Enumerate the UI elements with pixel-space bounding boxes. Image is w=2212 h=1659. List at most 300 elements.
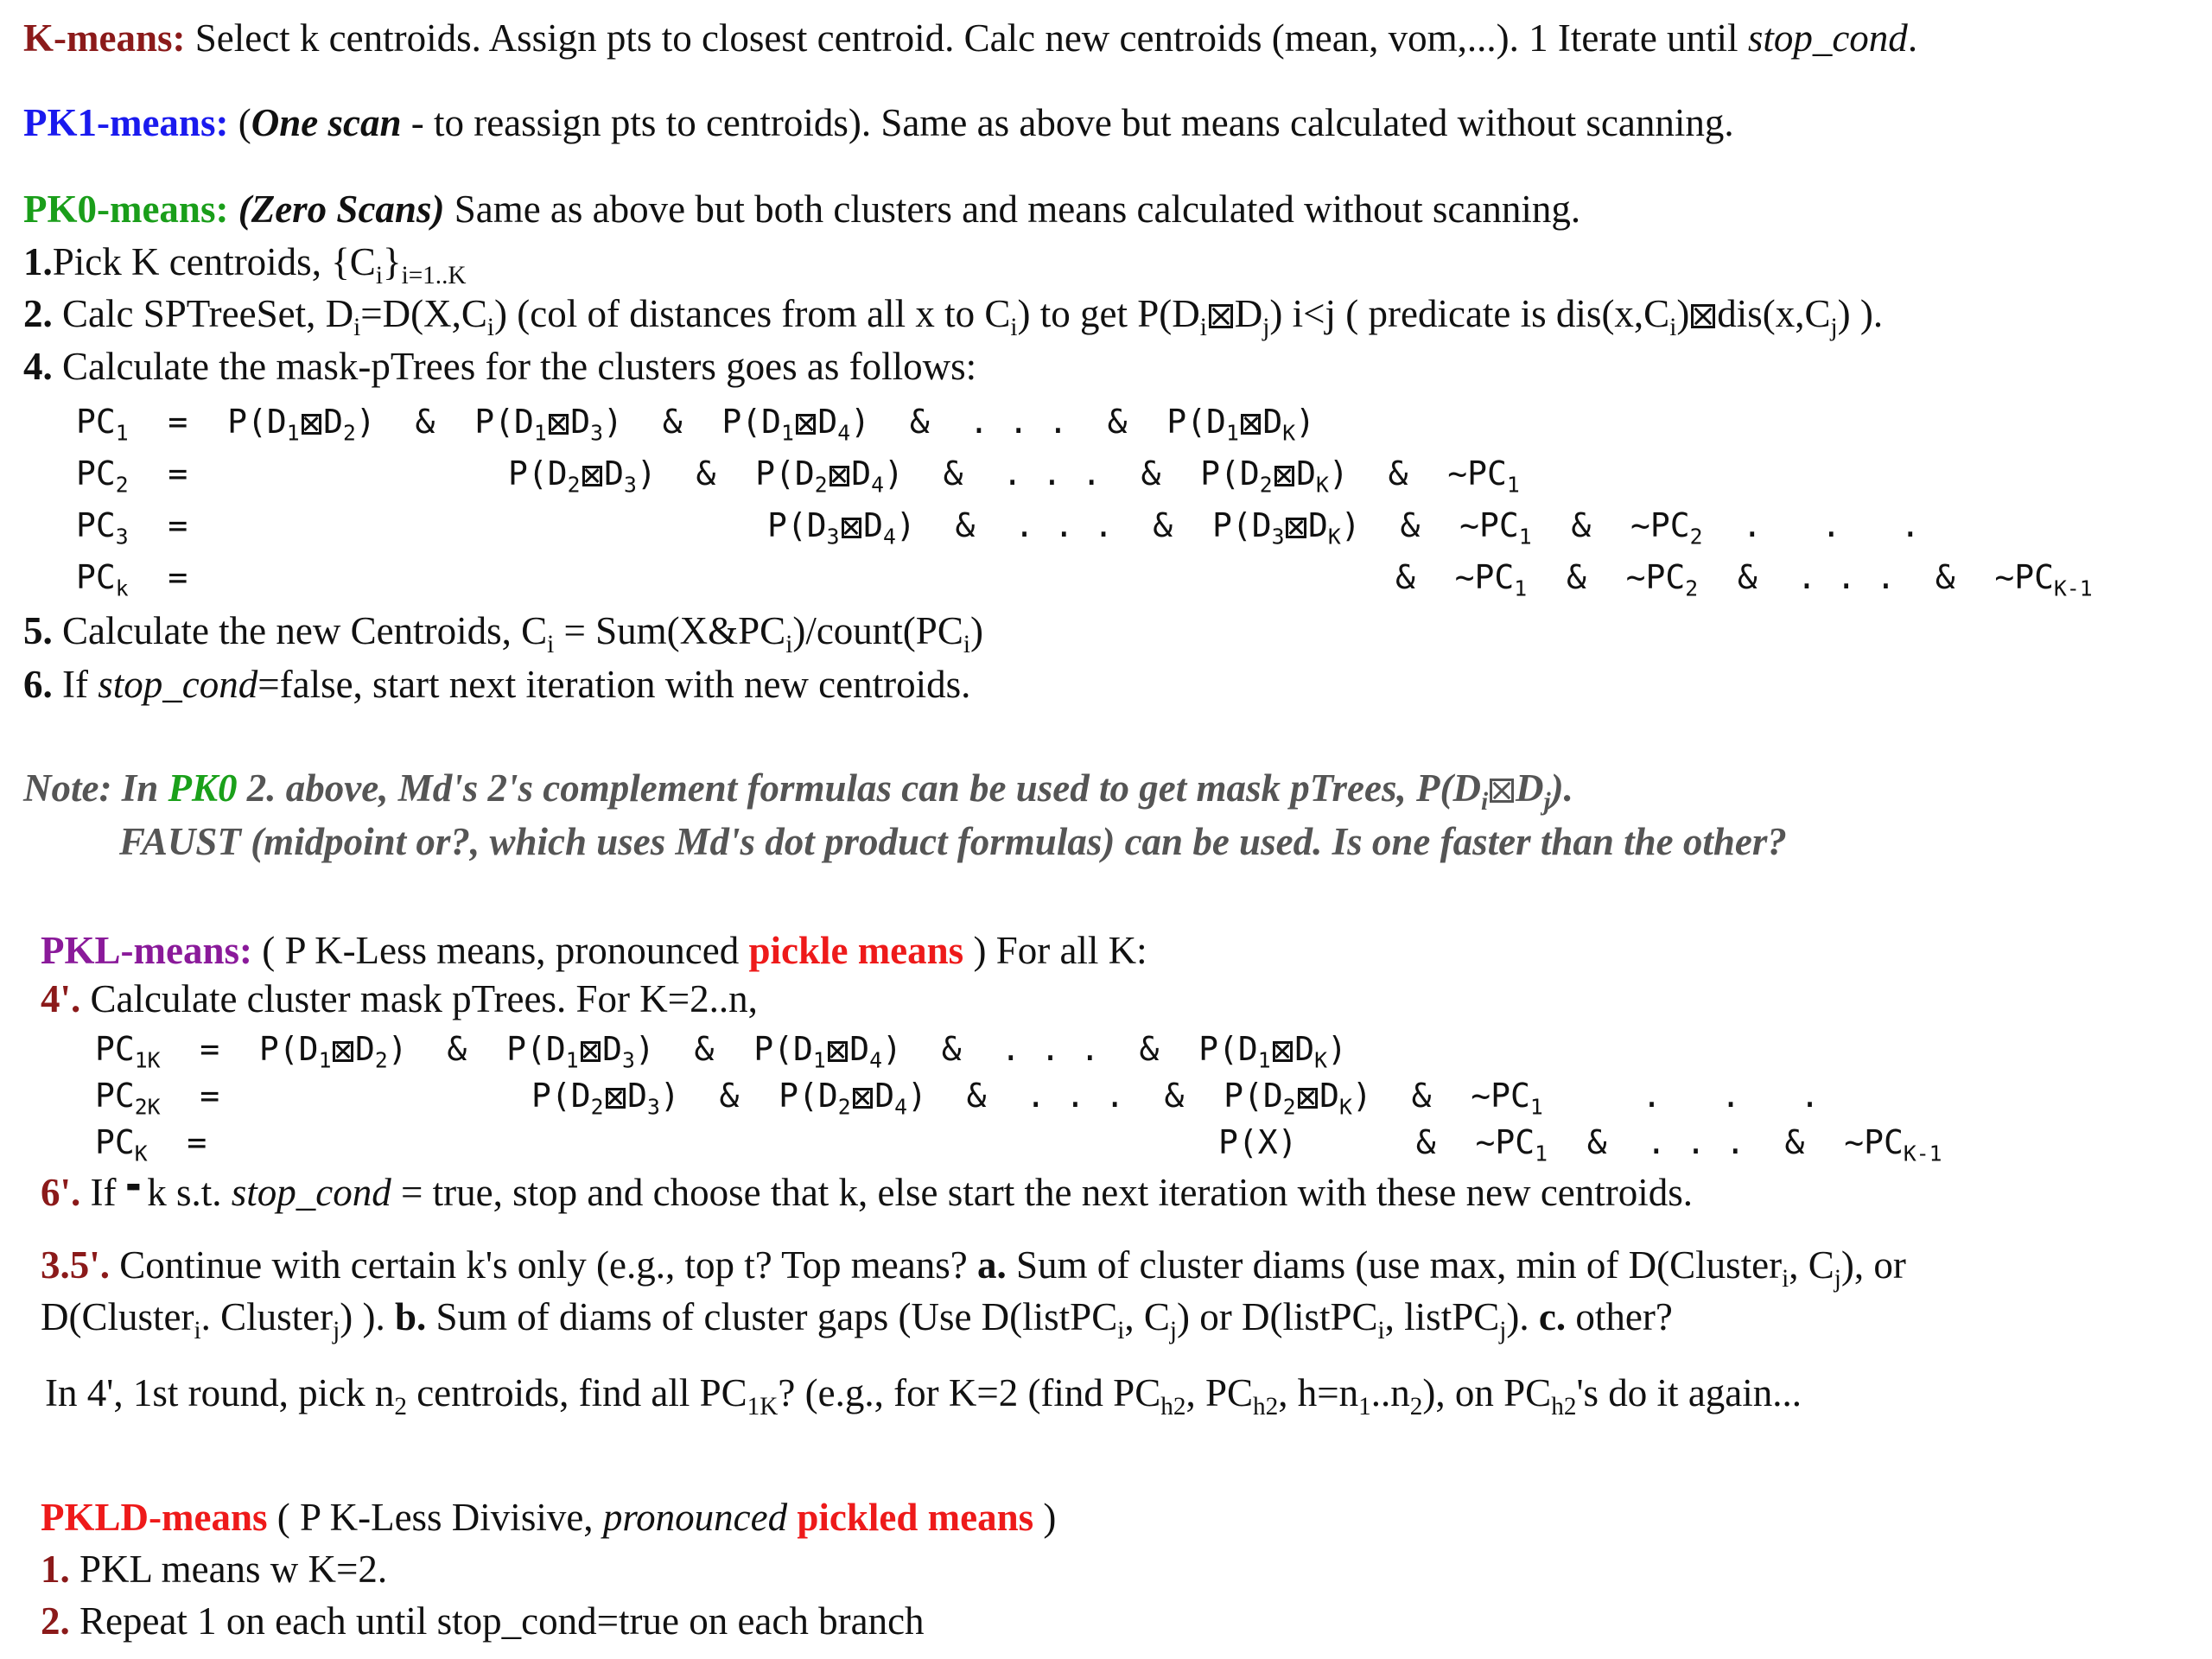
sub: j — [1543, 788, 1551, 817]
t: D(Cluster — [41, 1295, 194, 1338]
t: b. — [395, 1295, 427, 1338]
t: & — [1107, 403, 1128, 441]
t: ), on PC — [1422, 1371, 1552, 1414]
t: ~PC — [1844, 1123, 1904, 1161]
sub: K-1 — [1903, 1141, 1942, 1166]
step-4-text: Calculate the mask-pTrees for the clusters goes as follows: — [52, 345, 977, 388]
t: Calc SPTreeSet, D — [52, 292, 354, 335]
pkl-step-6-num: 6'. — [41, 1171, 81, 1214]
t: & — [662, 403, 683, 441]
pkld-step-2-num: 2. — [41, 1599, 70, 1643]
t: . . . — [969, 403, 1068, 441]
t: ~PC — [1475, 1123, 1535, 1161]
t: = true, stop and choose that k, else start the next iteration with these new centroids. — [391, 1171, 1694, 1214]
comparison-icon — [581, 1041, 601, 1062]
t: Sum of cluster diams (use max, min of D(Cluster — [1006, 1243, 1783, 1287]
t: . Cluster — [200, 1295, 334, 1338]
sub: j — [333, 1317, 340, 1345]
t: = — [168, 506, 188, 544]
t: ) ). — [340, 1295, 395, 1338]
sub: h2 — [1160, 1393, 1186, 1421]
t: & — [447, 1030, 467, 1068]
sub: 3 — [826, 524, 840, 550]
t: ) ). — [1837, 292, 1884, 335]
sub: 2 — [567, 472, 581, 498]
pkl-step-6 — [41, 1163, 1693, 1217]
t: D — [1262, 403, 1283, 441]
sub: i — [1117, 1317, 1125, 1345]
t: ) or D(listPC — [1177, 1295, 1378, 1338]
comparison-icon — [1241, 414, 1262, 435]
formula-pck — [76, 553, 188, 601]
t: ~PC — [1447, 454, 1507, 493]
sub: i — [547, 631, 555, 659]
sub: j — [1834, 1265, 1841, 1294]
t: P(D — [753, 1030, 813, 1068]
t: & — [1566, 558, 1586, 596]
t: ~PC — [1471, 1077, 1530, 1115]
kmeans-line — [23, 14, 1917, 62]
pk1-scan: One scan — [251, 101, 402, 144]
t: =D(X,C — [360, 292, 487, 335]
comparison-icon — [302, 414, 322, 435]
pkl-line — [41, 926, 1147, 975]
sub: h2 — [1253, 1393, 1279, 1421]
t: ) — [1340, 506, 1361, 544]
pk0-title: PK0-means: — [23, 188, 229, 231]
t: & — [941, 1030, 962, 1068]
sub: 1 — [1257, 1047, 1271, 1073]
t: ( P K-Less means, pronounced — [251, 929, 749, 972]
t: P(D — [474, 403, 534, 441]
sub: i — [353, 314, 361, 342]
pkl-step-6-cond: stop_cond — [231, 1171, 391, 1214]
t: P(X) — [1218, 1123, 1298, 1161]
step-5-num: 5. — [23, 609, 53, 652]
comparison-icon — [830, 466, 850, 486]
t: dis(x,C — [1717, 292, 1831, 335]
t: If — [80, 1171, 126, 1214]
t: other? — [1566, 1295, 1673, 1338]
t: ), or — [1840, 1243, 1906, 1287]
t: Repeat 1 on each until stop_cond=true on each branch — [69, 1599, 925, 1643]
t: ) For all K: — [963, 929, 1147, 972]
t: . . . — [1026, 1077, 1125, 1115]
t: = — [168, 454, 188, 493]
cont-line-2 — [41, 1293, 1673, 1345]
t: = — [187, 1123, 207, 1161]
t: PC — [95, 1077, 135, 1115]
t: ) — [387, 1030, 408, 1068]
comparison-icon — [1209, 304, 1233, 328]
formula-pc2k — [95, 1071, 219, 1120]
comparison-icon — [333, 1041, 353, 1062]
t: ) — [969, 609, 983, 652]
t: ~PC — [1625, 558, 1686, 596]
sub: 2 — [1409, 1393, 1423, 1421]
t: D — [1234, 292, 1263, 335]
sub: 1 — [780, 420, 794, 446]
sub: 1K — [747, 1393, 779, 1421]
comparison-icon — [1273, 1041, 1294, 1062]
t: & — [1586, 1123, 1607, 1161]
formula-pc2 — [76, 449, 188, 498]
sub: 3 — [622, 1047, 635, 1073]
comparison-icon — [1274, 466, 1295, 486]
sub: 2 — [1282, 1094, 1296, 1120]
sub: j — [1262, 314, 1270, 342]
comparison-icon — [1691, 304, 1715, 328]
sub: 1 — [812, 1047, 826, 1073]
formula-pc1 — [76, 397, 1315, 446]
sub: 2 — [394, 1393, 407, 1421]
t: )/count(PC — [792, 609, 963, 652]
step-6-num: 6. — [23, 663, 53, 706]
t: P(D — [1198, 1030, 1258, 1068]
t: . . . — [1014, 506, 1114, 544]
pk0-scans: (Zero Scans) — [228, 188, 445, 231]
t — [787, 1496, 797, 1539]
step-2-num: 2. — [23, 292, 53, 335]
t: & — [1395, 558, 1415, 596]
sub: 1 — [286, 420, 300, 446]
t: ) (col of distances from all x to C — [494, 292, 1011, 335]
comparison-icon — [549, 414, 569, 435]
sub: K-1 — [2053, 575, 2093, 601]
t: & — [719, 1077, 740, 1115]
sub: K — [1282, 420, 1296, 446]
t: Calculate cluster mask pTrees. For K=2..n, — [80, 977, 758, 1020]
t: PC — [76, 558, 116, 596]
t: centroids, find all PC — [406, 1371, 747, 1414]
t: . . . — [1646, 1123, 1745, 1161]
t: ) — [634, 1030, 655, 1068]
sub: 1 — [318, 1047, 332, 1073]
t: & — [1784, 1123, 1805, 1161]
t: , C — [1789, 1243, 1834, 1287]
t: D — [851, 454, 872, 493]
t: ) to get P(D — [1017, 292, 1200, 335]
sub: 1 — [533, 420, 547, 446]
t: & — [1388, 454, 1408, 493]
sub: 2 — [837, 1094, 851, 1120]
t: PC — [76, 403, 116, 441]
t: . . . — [1001, 1030, 1100, 1068]
t: ..n — [1370, 1371, 1410, 1414]
exists-icon: ▪▪ — [125, 1173, 138, 1201]
t: D — [849, 1030, 870, 1068]
pkld-step-1 — [41, 1545, 387, 1593]
t: ) — [1351, 1077, 1372, 1115]
sub: i — [1782, 1265, 1789, 1294]
t: Calculate the new Centroids, C — [52, 609, 548, 652]
t: = — [168, 558, 188, 596]
t: , C — [1124, 1295, 1170, 1338]
step-1-close: } — [382, 240, 402, 283]
pkld-step-1-num: 1. — [41, 1548, 70, 1591]
t: ). — [1506, 1295, 1539, 1338]
formula-pc3-rhs — [767, 501, 1920, 550]
t: D — [874, 1077, 895, 1115]
step-1 — [23, 238, 467, 290]
sub: 2 — [115, 472, 129, 498]
t: =false, start next iteration with new centroids. — [257, 663, 971, 706]
sub: i — [1010, 314, 1018, 342]
t: ( P K-Less Divisive, — [267, 1496, 603, 1539]
sub: K — [1316, 472, 1329, 498]
pkl-title: PKL-means: — [41, 929, 252, 972]
t: ? (e.g., for K=2 (find PC — [778, 1371, 1161, 1414]
sub: 1 — [1225, 420, 1239, 446]
t: D — [602, 1030, 623, 1068]
t: ) — [1328, 454, 1349, 493]
sub: 4 — [894, 1094, 907, 1120]
sub: 2 — [814, 472, 828, 498]
comparison-icon — [853, 1088, 874, 1109]
kmeans-text: Select k centroids. Assign pts to closest centroid. Calc new centroids (mean, vom,...). 1 Iterate until — [185, 16, 1748, 60]
t: P(D — [1200, 454, 1260, 493]
comparison-icon — [828, 1041, 849, 1062]
t: k s.t. — [137, 1171, 232, 1214]
t: & — [1153, 506, 1173, 544]
sub: j — [1499, 1317, 1507, 1345]
t: P(D — [1166, 403, 1226, 441]
t: & — [909, 403, 930, 441]
t: . . . — [1796, 558, 1896, 596]
t: c. — [1538, 1295, 1567, 1338]
comparison-icon — [1298, 1088, 1319, 1109]
t: ~PC — [1994, 558, 2054, 596]
t: D — [1294, 1030, 1315, 1068]
sub: 4 — [871, 472, 884, 498]
t: D — [863, 506, 883, 544]
formula-pck2-rhs — [1218, 1118, 1942, 1166]
sub: 2 — [374, 1047, 388, 1073]
t: & — [696, 454, 716, 493]
sub: 1 — [1518, 524, 1532, 550]
t: In 4', 1st round, pick n — [45, 1371, 395, 1414]
t: & — [1141, 454, 1161, 493]
step-2 — [23, 289, 1884, 342]
t: ). — [1550, 766, 1573, 810]
t: = — [200, 1030, 220, 1068]
t: P(D — [258, 1030, 319, 1068]
t: D — [627, 1077, 647, 1115]
t: P(D — [767, 506, 827, 544]
t: ) — [1033, 1496, 1057, 1539]
cont-num: 3.5'. — [41, 1243, 111, 1287]
t: P(D — [227, 403, 287, 441]
sub: 1 — [1529, 1094, 1543, 1120]
formula-pc2k-rhs — [531, 1071, 1820, 1120]
t: D — [1319, 1077, 1340, 1115]
t: P(D — [506, 1030, 566, 1068]
t: . . . — [1002, 454, 1102, 493]
formula-pc2-rhs — [508, 449, 1520, 498]
sub: i — [194, 1317, 201, 1345]
sub: 3 — [590, 420, 604, 446]
sub: j — [1169, 1317, 1178, 1345]
cont-line-1 — [41, 1241, 1906, 1294]
step-4-num: 4. — [23, 345, 53, 388]
t: P(D — [755, 454, 815, 493]
sub: 2 — [590, 1094, 604, 1120]
sub: K — [1327, 524, 1341, 550]
note-line-2 — [119, 817, 1787, 866]
pk0-text: Same as above but both clusters and means calculated without scanning. — [444, 188, 1581, 231]
sub: 4 — [837, 420, 851, 446]
t: PC — [95, 1030, 135, 1068]
t: & — [1139, 1030, 1160, 1068]
t: ) — [906, 1077, 927, 1115]
comparison-icon — [606, 1088, 626, 1109]
comparison-icon — [582, 466, 603, 486]
t: P(D — [1224, 1077, 1283, 1115]
t: PC — [76, 506, 116, 544]
t: D — [817, 403, 838, 441]
t: D — [354, 1030, 375, 1068]
t: PC — [76, 454, 116, 493]
sub: 1 — [1535, 1141, 1548, 1166]
sub: k — [115, 575, 129, 601]
t: & — [955, 506, 976, 544]
formula-pc3 — [76, 501, 188, 550]
t: ) — [1295, 403, 1316, 441]
t: = Sum(X&PC — [554, 609, 786, 652]
t: D — [1308, 506, 1328, 544]
sub: 1 — [1358, 1393, 1371, 1421]
sub: 3 — [115, 524, 129, 550]
step-5 — [23, 607, 983, 659]
t: = — [168, 403, 188, 441]
t: & — [1571, 506, 1592, 544]
step-1-num: 1. — [23, 240, 53, 283]
sub: i — [1199, 314, 1207, 342]
t: . . . — [1742, 506, 1921, 544]
sub: i — [785, 631, 793, 659]
sub: 3 — [623, 472, 637, 498]
sub: 3 — [1271, 524, 1285, 550]
formula-pck-rhs — [1395, 553, 2093, 601]
t: & — [1164, 1077, 1185, 1115]
pickled-means: pickled means — [797, 1496, 1034, 1539]
t: ~PC — [1459, 506, 1519, 544]
kmeans-cond: stop_cond — [1747, 16, 1908, 60]
t: 's do it again... — [1576, 1371, 1802, 1414]
t: ) — [1326, 1030, 1347, 1068]
sub: i — [1669, 314, 1677, 342]
formula-pck2 — [95, 1118, 207, 1166]
t: , listPC — [1384, 1295, 1500, 1338]
sub: i — [963, 631, 970, 659]
sub: 4 — [869, 1047, 883, 1073]
sub: 3 — [646, 1094, 660, 1120]
sub: i — [486, 314, 495, 342]
t: , h=n — [1278, 1371, 1359, 1414]
note-pk0: PK0 — [168, 766, 238, 810]
sub: 4 — [882, 524, 896, 550]
sub: j — [1830, 314, 1838, 342]
t: ) — [1676, 292, 1690, 335]
t: ) — [355, 403, 376, 441]
pkl-step-4-num: 4'. — [41, 977, 81, 1020]
pkl-step-4 — [41, 975, 758, 1023]
note-line-2-text: FAUST (midpoint or?, which uses Md's dot product formulas) can be used. Is one faster than the other? — [119, 820, 1787, 863]
step-1-text: Pick K centroids, {C — [52, 240, 376, 283]
t: D — [570, 403, 591, 441]
sub: K — [134, 1141, 148, 1166]
sub: K — [1314, 1047, 1327, 1073]
step-4 — [23, 342, 976, 391]
sub: 1 — [115, 420, 129, 446]
t: P(D — [1211, 506, 1272, 544]
t: ) i<j ( predicate is dis(x,C — [1269, 292, 1670, 335]
pk1-open: ( — [228, 101, 251, 144]
t: = — [200, 1077, 220, 1115]
t: ) — [603, 403, 623, 441]
t: If — [52, 663, 99, 706]
t: D — [323, 403, 344, 441]
sub: h2 — [1551, 1393, 1577, 1421]
t: & — [1737, 558, 1758, 596]
step-6-cond: stop_cond — [98, 663, 258, 706]
kmeans-end: . — [1907, 16, 1918, 60]
t: ~PC — [1630, 506, 1690, 544]
sub: 2 — [1259, 472, 1273, 498]
t: ~PC — [1454, 558, 1515, 596]
t: Continue with certain k's only (e.g., top t? Top means? — [110, 1243, 977, 1287]
t: ) — [883, 454, 904, 493]
sub: 2K — [134, 1094, 161, 1120]
t: ) — [895, 506, 916, 544]
t: & — [1400, 506, 1421, 544]
sub: i — [1377, 1317, 1385, 1345]
t: ) — [636, 454, 657, 493]
sub: 1K — [134, 1047, 161, 1073]
pkld-line — [41, 1493, 1056, 1541]
t: P(D — [721, 403, 781, 441]
t: a. — [976, 1243, 1007, 1287]
sub: K — [1339, 1094, 1352, 1120]
step-6 — [23, 660, 970, 709]
pk1-text: - to reassign pts to centroids). Same as above but means calculated without scanning. — [401, 101, 1734, 144]
t: ) — [882, 1030, 902, 1068]
round-line — [45, 1369, 1802, 1421]
t: & — [1411, 1077, 1432, 1115]
formula-pc1k — [95, 1025, 1347, 1073]
pickle-means: pickle means — [748, 929, 964, 972]
t: PKL means w K=2. — [69, 1548, 388, 1591]
t: P(D — [779, 1077, 838, 1115]
t: & — [415, 403, 435, 441]
sub: 1 — [1514, 575, 1528, 601]
t: & — [1415, 1123, 1436, 1161]
t: ) — [850, 403, 871, 441]
sub: i — [1481, 788, 1489, 817]
t: D — [604, 454, 624, 493]
t: pronounced — [602, 1496, 788, 1539]
pkld-step-2 — [41, 1597, 925, 1645]
comparison-icon — [1286, 518, 1306, 538]
t: & — [966, 1077, 987, 1115]
t: D — [1516, 766, 1544, 810]
sub: 2 — [1689, 524, 1703, 550]
t: & — [694, 1030, 715, 1068]
t: PC — [95, 1123, 135, 1161]
pk0-line — [23, 185, 1580, 233]
t: D — [1296, 454, 1317, 493]
sub: 1 — [1506, 472, 1520, 498]
